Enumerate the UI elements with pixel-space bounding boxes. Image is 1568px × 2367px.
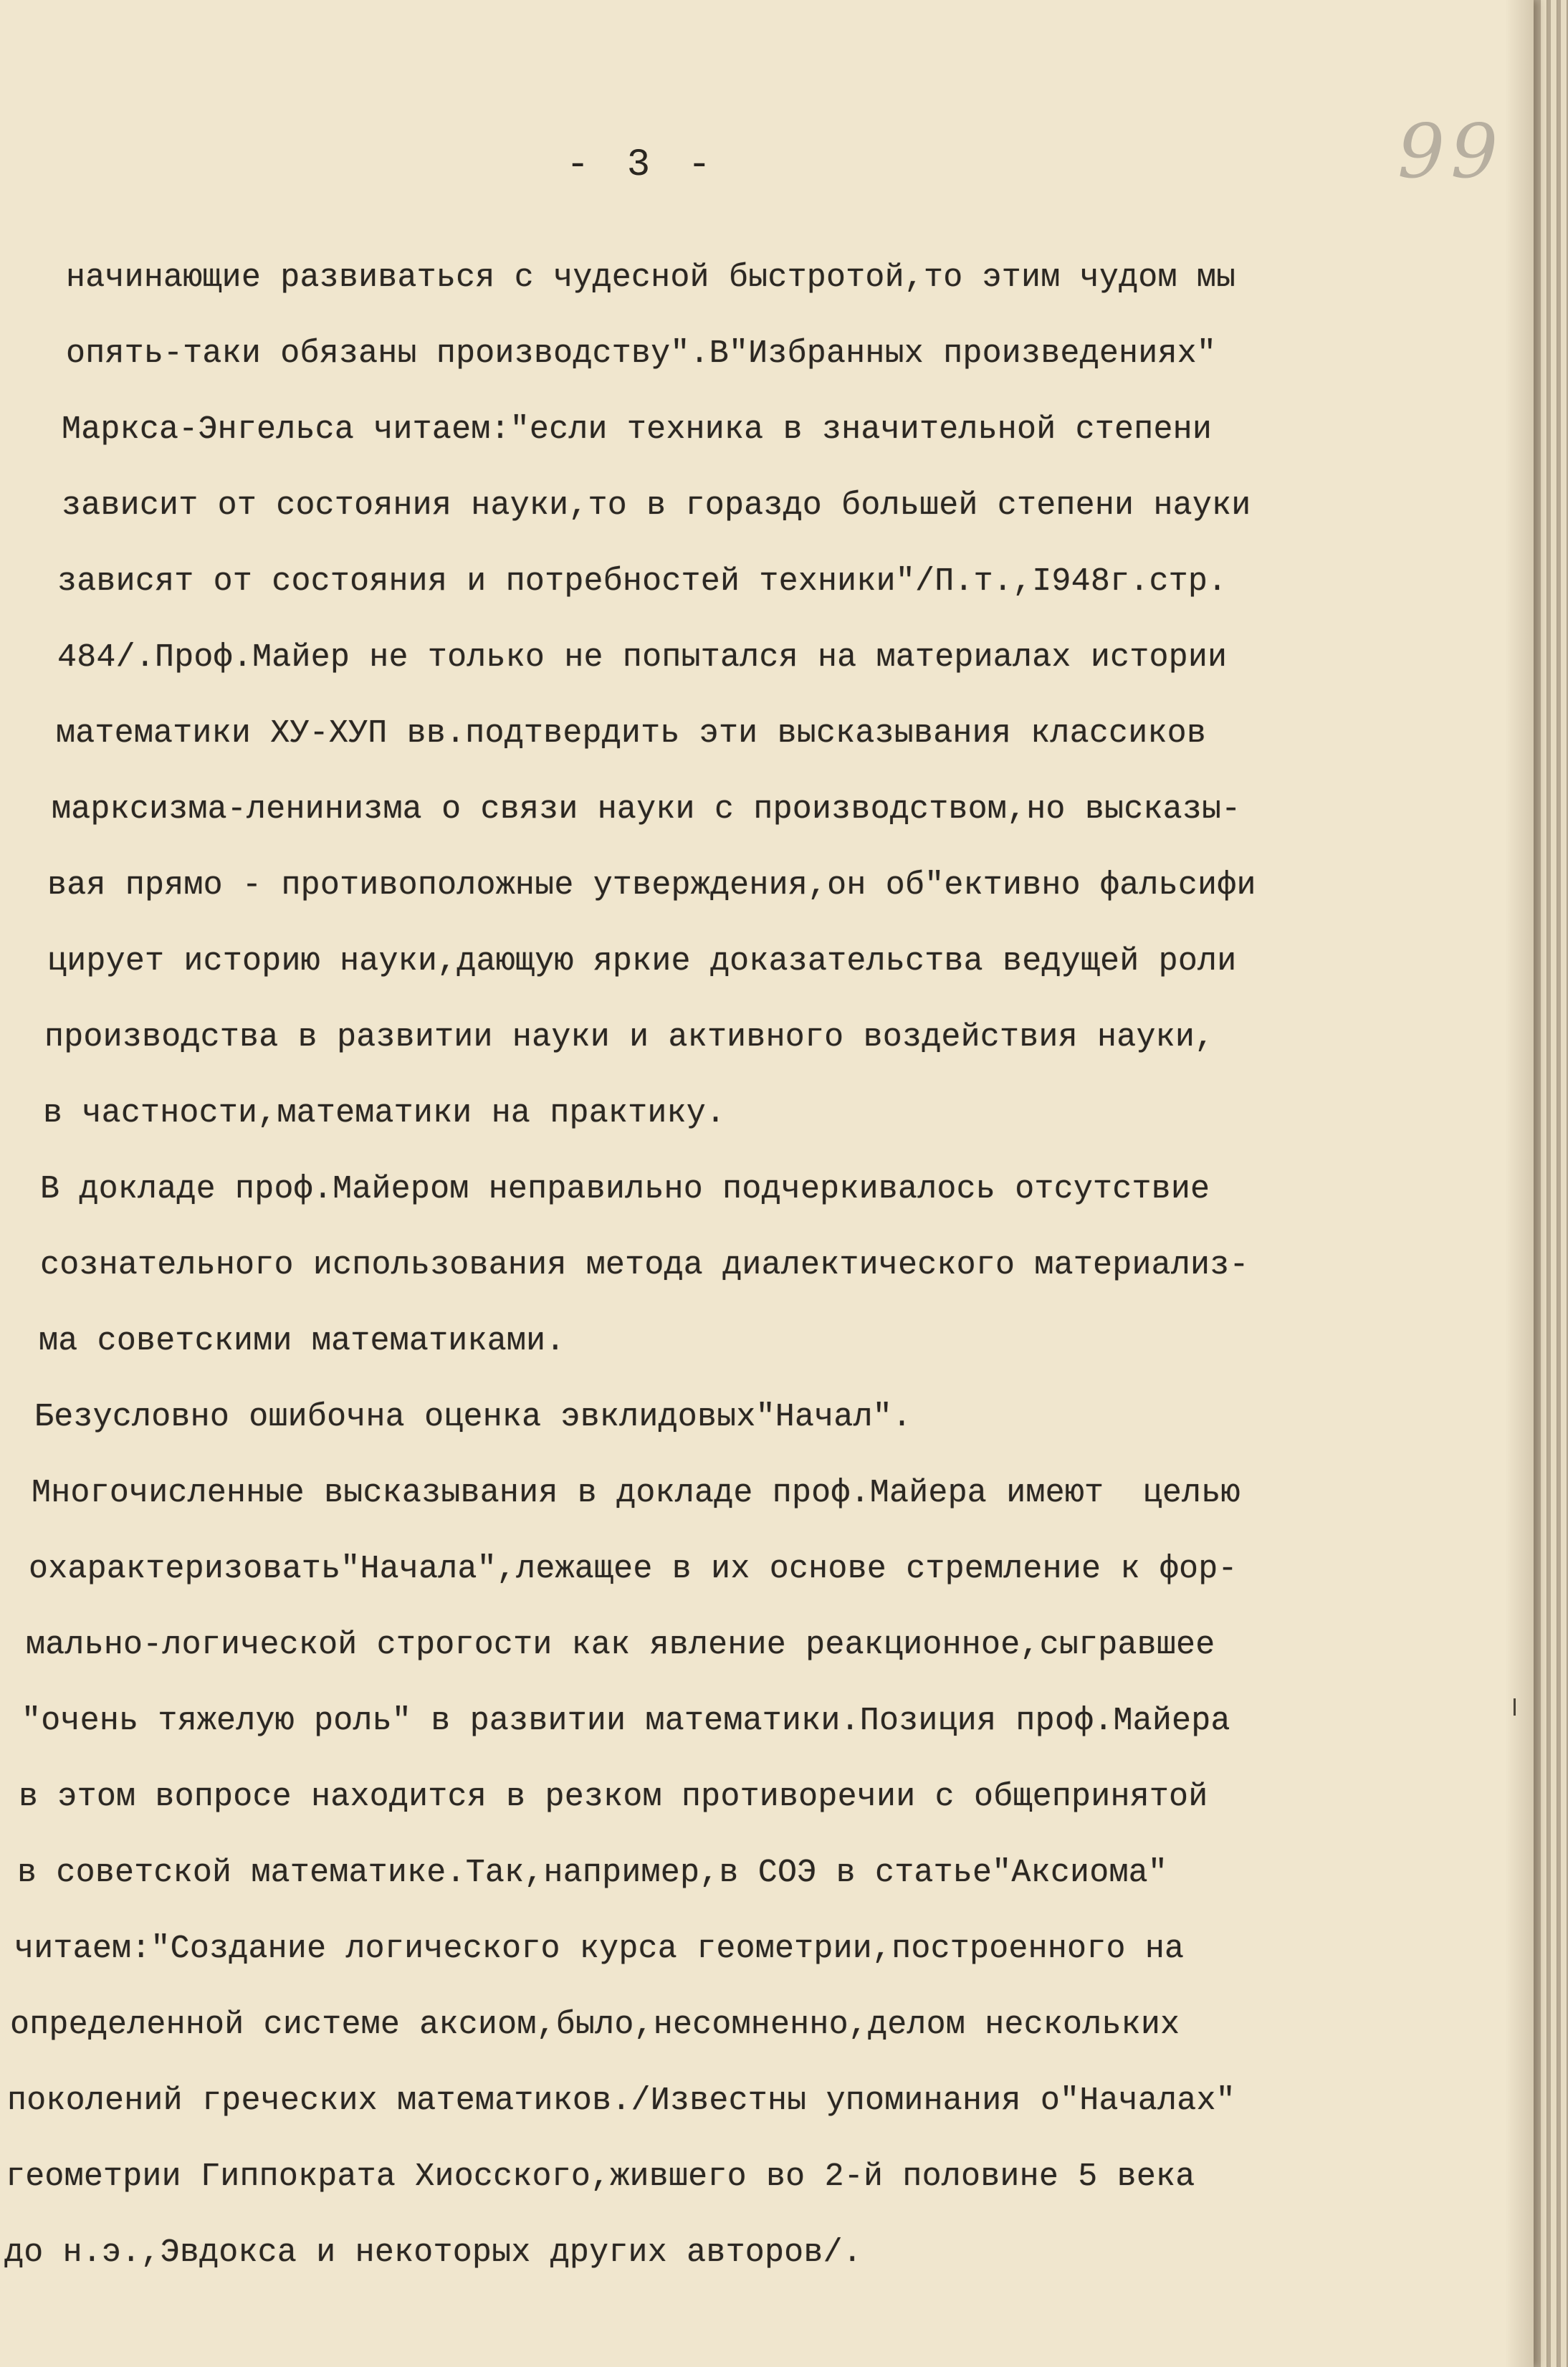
text-line: Маркса-Энгельса читаем:"если техника в значительной степени — [62, 411, 1213, 448]
text-line: ма советскими математиками. — [39, 1323, 565, 1359]
text-line: в частности,математики на практику. — [43, 1095, 726, 1132]
text-line: зависят от состояния и потребностей техники"/П.т.,I948г.стр. — [57, 563, 1228, 600]
text-line: Безусловно ошибочна оценка эвклидовых"Начал". — [34, 1399, 912, 1435]
text-line: зависит от состояния науки,то в гораздо большей степени науки — [62, 487, 1251, 524]
text-line: цирует историю науки,дающую яркие доказательства ведущей роли — [47, 943, 1237, 980]
text-line: "очень тяжелую роль" в развитии математики.Позиция проф.Майера — [21, 1703, 1230, 1739]
text-line: опять-таки обязаны производству".В"Избранных произведениях" — [66, 335, 1217, 372]
text-line: охарактеризовать"Начала",лежащее в их основе стремление к фор- — [29, 1551, 1238, 1587]
text-line: вая прямо - противоположные утверждения,он об"ективно фальсифи — [47, 867, 1256, 904]
text-line: в этом вопросе находится в резком противоречии с общепринятой — [19, 1779, 1208, 1815]
page-number: - 3 - — [566, 143, 719, 187]
text-line: 484/.Проф.Майер не только не попытался на материалах истории — [57, 639, 1228, 676]
text-line: мально-логической строгости как явление реакционное,сыгравшее — [26, 1627, 1215, 1663]
text-line: до н.э.,Эвдокса и некоторых других авторов/. — [4, 2234, 862, 2271]
text-line: геометрии Гиппократа Хиосского,жившего во 2-й половине 5 века — [6, 2158, 1195, 2195]
text-line: читаем:"Создание логического курса геометрии,построенного на — [14, 1931, 1185, 1967]
text-line: начинающие развиваться с чудесной быстротой,то этим чудом мы — [66, 259, 1236, 296]
archive-page-number: 99 — [1397, 107, 1504, 195]
text-line: в советской математике.Так,например,в СОЭ в статье"Аксиома" — [17, 1855, 1168, 1891]
text-line: марксизма-ленинизма о связи науки с производством,но высказы- — [52, 791, 1241, 828]
text-line: математики ХУ-ХУП вв.подтвердить эти высказывания классиков — [56, 715, 1207, 752]
margin-mark — [1514, 1698, 1516, 1716]
text-line: поколений греческих математиков./Известны упоминания о"Началах" — [7, 2083, 1235, 2119]
text-line: В докладе проф.Майером неправильно подчеркивалось отсутствие — [40, 1171, 1210, 1208]
underlying-sheet-edge — [1541, 0, 1547, 2367]
underlying-sheet-edge — [1551, 0, 1557, 2367]
text-line: производства в развитии науки и активного воздействия науки, — [44, 1019, 1215, 1056]
text-line: Многочисленные высказывания в докладе проф.Майера имеют целью — [32, 1475, 1240, 1511]
underlying-sheet-edge — [1561, 0, 1567, 2367]
text-line: сознательного использования метода диалектического материализ- — [40, 1247, 1249, 1283]
text-line: определенной системе аксиом,было,несомненно,делом нескольких — [10, 2007, 1180, 2043]
